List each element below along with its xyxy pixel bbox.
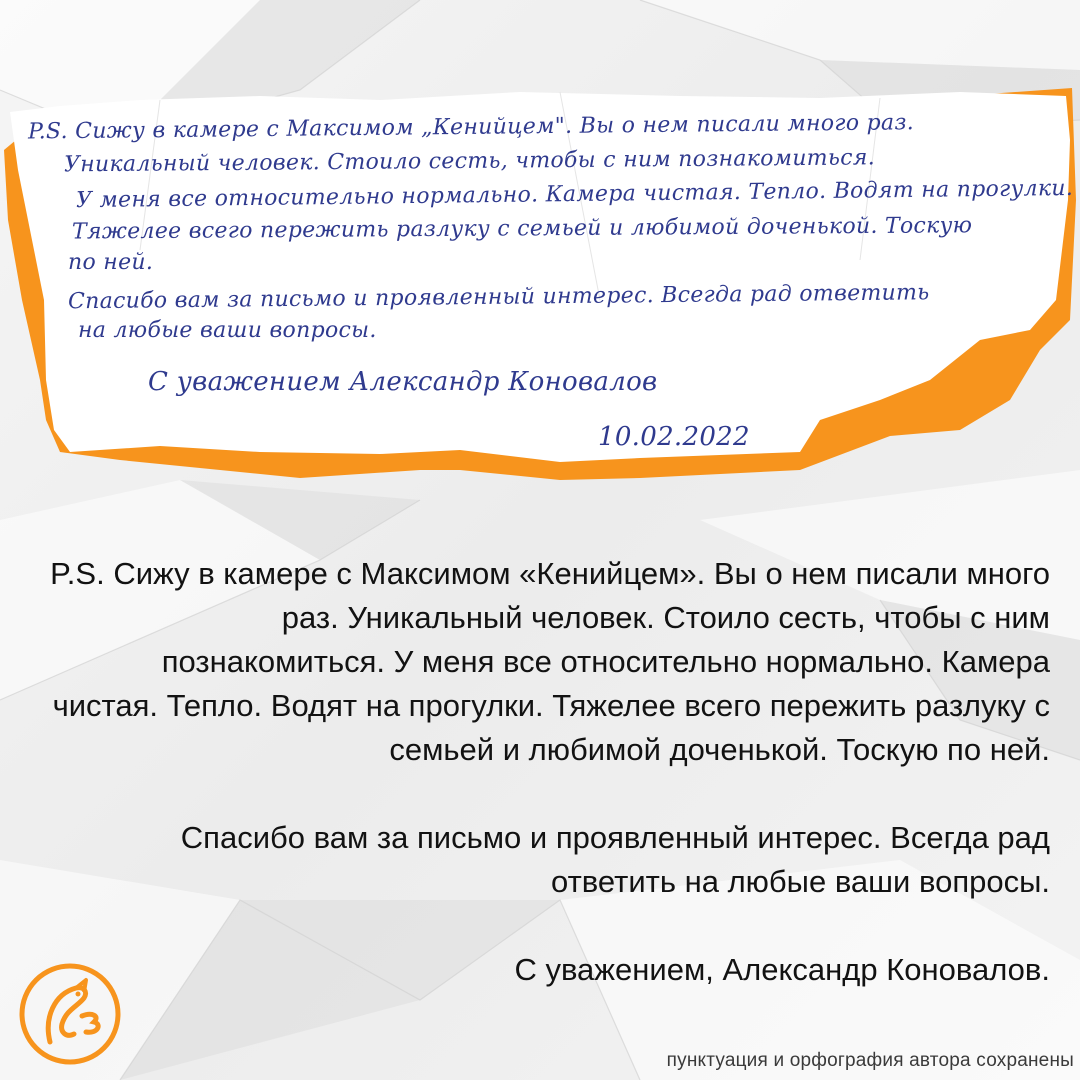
footer-note: пунктуация и орфография автора сохранены [666,1050,1074,1071]
handwritten-line: по ней. [68,250,154,275]
handwritten-line: Тяжелее всего пережить разлуку с семьей и любимой доченькой. Тоскую [71,213,973,245]
transcription-paragraph-1: P.S. Сижу в камере с Максимом «Кенийцем». Вы о нем писали много раз. Уникальный человек. Стоило сесть, чтобы с ним познакомиться. У меня все относительно нормально. Камера чистая. Тепло. Водят на прогулки. Тяжелее всего пережить разлуку с семьей и любимой доченькой. Тоскую по ней. [50,556,1050,767]
handwritten-date: 10.02.2022 [598,422,750,452]
transcription-closing: С уважением, Александр Коновалов. [514,952,1050,987]
letter-fragment [0,0,1080,500]
handwritten-line: P.S. Сижу в камере с Максимом „Кенийцем". Вы о нем писали много раз. [27,110,915,145]
transcription-text [50,552,1050,992]
handwritten-text [27,110,1078,452]
handwritten-line: У меня все относительно нормально. Камера чистая. Тепло. Водят на прогулки. [75,175,1074,214]
handwritten-line: Уникальный человек. Стоило сесть, чтобы с ним познакомиться. [63,145,876,178]
bird-logo-icon [14,958,126,1070]
handwritten-line: Спасибо вам за письмо и проявленный интерес. Всегда рад ответить [67,280,930,315]
transcription-paragraph-2: Спасибо вам за письмо и проявленный интерес. Всегда рад ответить на любые ваши вопросы. [180,820,1050,899]
handwritten-line: на любые ваши вопросы. [78,318,377,343]
handwritten-signature: С уважением Александр Коновалов [148,367,658,397]
